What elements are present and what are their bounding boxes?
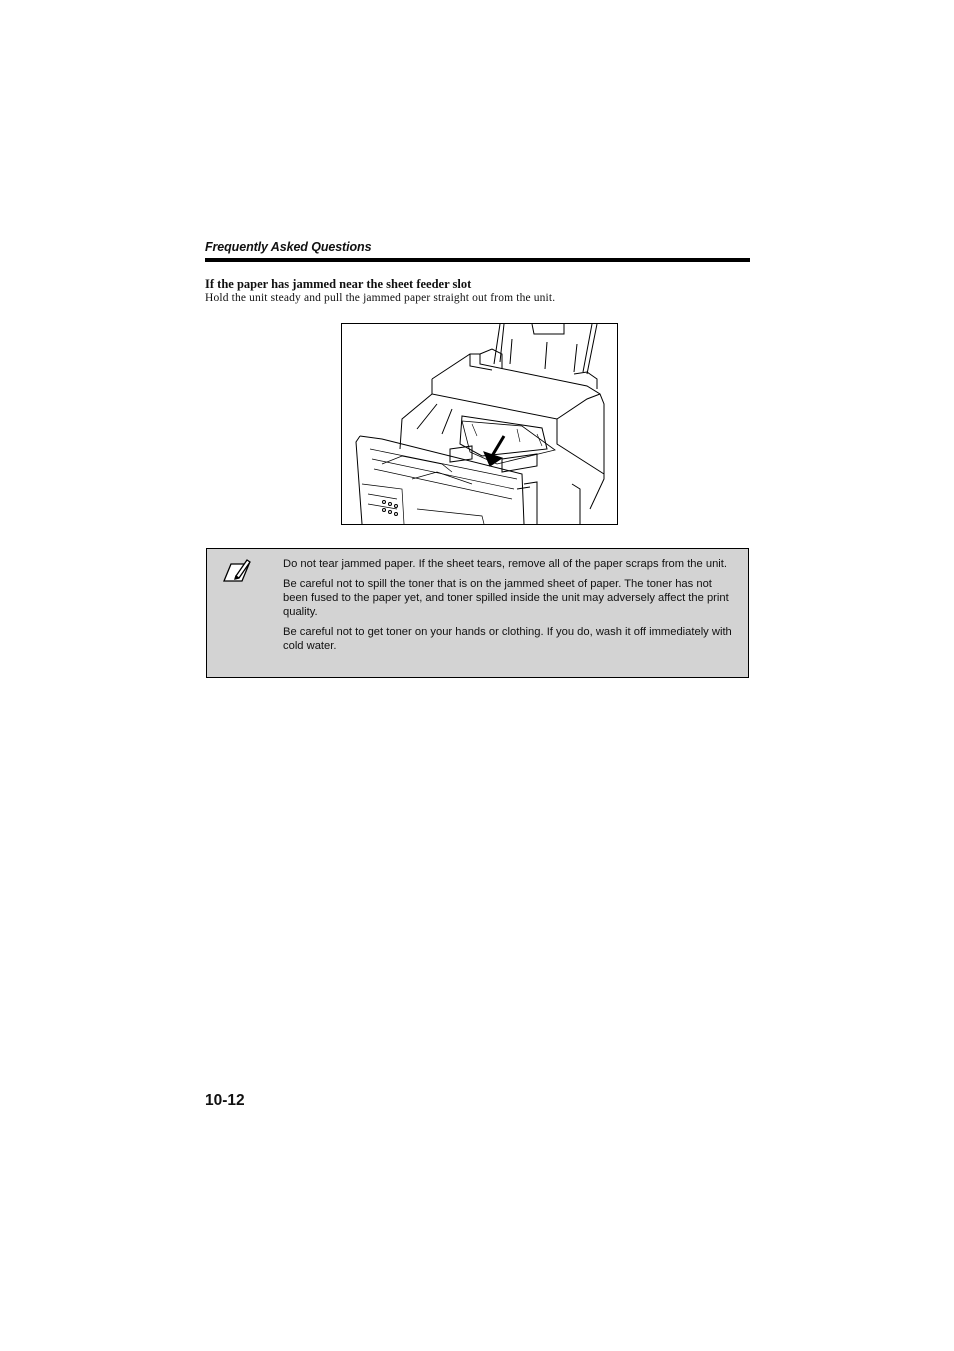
- instruction-text: Hold the unit steady and pull the jammed paper straight out from the unit.: [205, 292, 556, 304]
- note-box: [206, 548, 749, 678]
- note-list: [283, 557, 733, 659]
- section-heading: If the paper has jammed near the sheet feeder slot: [205, 277, 472, 291]
- page-number: 10-12: [205, 1092, 245, 1109]
- paper-jam-figure: [341, 323, 618, 525]
- pen-and-paper-note-icon: [223, 559, 253, 588]
- running-head: Frequently Asked Questions: [205, 240, 372, 254]
- note-item: Do not tear jammed paper. If the sheet tears, remove all of the paper scraps from the unit.: [283, 558, 727, 570]
- fax-machine-illustration: [342, 324, 617, 524]
- note-item: Be careful not to get toner on your hands or clothing. If you do, wash it off immediately with cold water.: [283, 626, 732, 652]
- note-item: Be careful not to spill the toner that is on the jammed sheet of paper. The toner has not been fused to the paper yet, and toner spilled inside the unit may adversely affect the print quality.: [283, 578, 729, 618]
- header-rule: [205, 258, 750, 262]
